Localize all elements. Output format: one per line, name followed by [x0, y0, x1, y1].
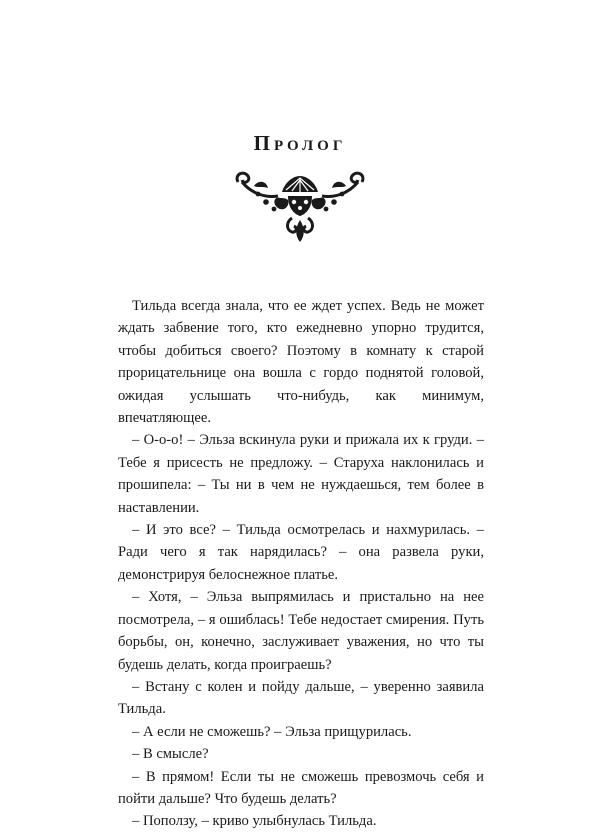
paragraph: – Хотя, – Эльза выпрямилась и пристально на нее посмотрела, – я ошиблась! Тебе недостает смирения. Путь борьбы, он, конечно, заслуживает уважения, но что ты будешь делать, когда проиграешь?: [118, 589, 484, 673]
paragraph: – В прямом! Если ты не сможешь превозмочь себя и пойти дальше? Что будешь делать?: [118, 768, 484, 807]
chapter-title: Пролог: [253, 131, 347, 155]
text-block: [118, 295, 484, 833]
paragraph: – О-о-о! – Эльза вскинула руки и прижала их к груди. – Тебе я присесть не предложу. – Старуха наклонилась и прошипела: – Ты ни в чем не нуждаешься, тем более в наставлении.: [118, 432, 484, 516]
paragraph: Тильда всегда знала, что ее ждет успех. Ведь не может ждать забвение того, кто ежедневно упорно трудится, чтобы добиться своего? Поэтому в комнату к старой прорицательнице она вошла с гордо поднятой головой, ожидая услышать что-нибудь, как минимум, впечатляющее.: [118, 298, 484, 427]
floral-ornament-icon: [232, 168, 368, 246]
paragraph: – Встану с колен и пойду дальше, – уверенно заявила Тильда.: [118, 678, 484, 718]
paragraph: – Поползу, – криво улыбнулась Тильда.: [132, 813, 377, 830]
paragraph: – И это все? – Тильда осмотрелась и нахмурилась. – Ради чего я так нарядилась? – она развела руки, демонстрируя белоснежное платье.: [118, 522, 484, 583]
paragraph: – В смысле?: [132, 746, 209, 763]
paragraph: – А если не сможешь? – Эльза прищурилась.: [132, 723, 412, 740]
